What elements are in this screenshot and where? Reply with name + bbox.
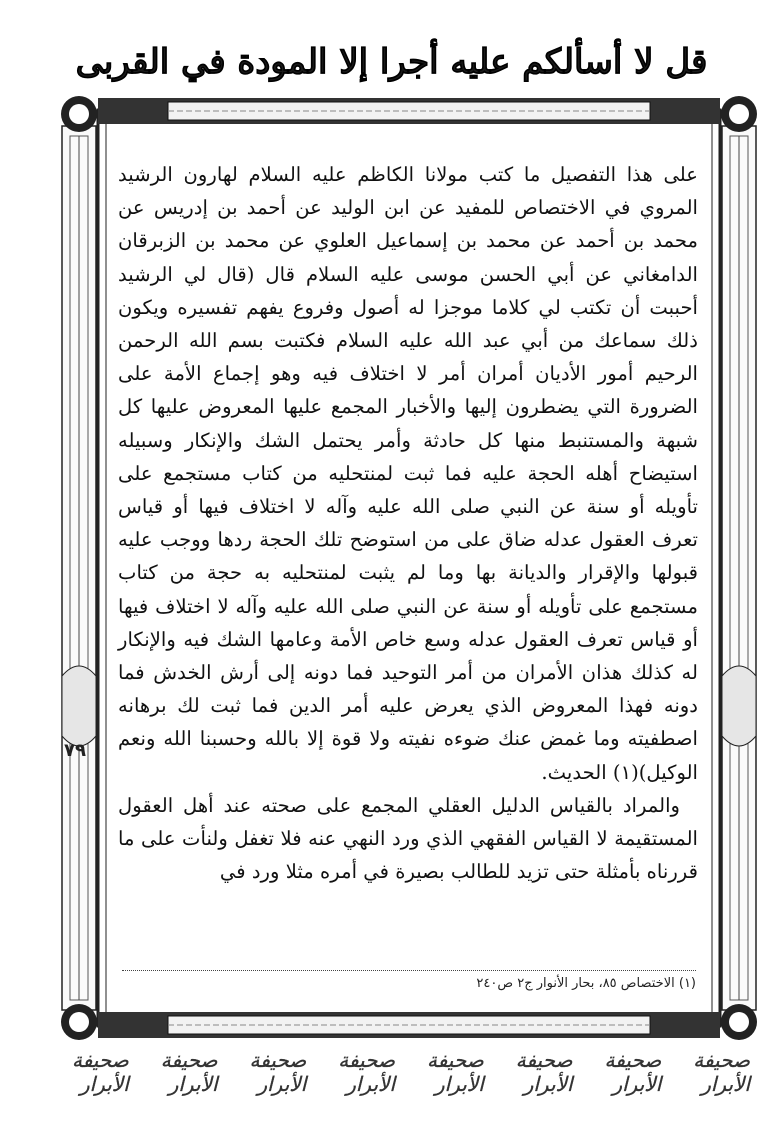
calligraphy-item: صحيفة الأبرار: [604, 1048, 662, 1096]
calligraphy-item: صحيفة الأبرار: [693, 1048, 750, 1096]
paragraph-1: على هذا التفصيل ما كتب مولانا الكاظم عليه السلام لهارون الرشيد المروي في الاختصاص للمفيد عن ابن الوليد عن أحمد بن إدريس عن محمد بن أحمد عن محمد بن إسماعيل العلوي عن محمد بن الزبرقان الدامغاني عن أبي الحسن موسى عليه السلام قال (قال لي الرشيد أحببت أن تكتب لي كلاما موجزا له أصول وفروع يفهم تفسيره ويكون ذلك سماعك من أبي عبد الله عليه السلام فكتبت بسم الله الرحمن الرحيم أمور الأديان أمران أمر لا اختلاف فيه وهو إجماع الأمة على الضرورة التي يضطرون إليها والأخبار المجمع عليها المعروض عليها كل شبهة والمستنبط منها كل حادثة وأمر يحتمل الشك والإنكار وسبيله استيضاح أهله الحجة عليه فما ثبت لمنتحليه من كتاب مستجمع على تأويله أو سنة عن النبي صلى الله عليه وآله لا اختلاف فيها أو قياس تعرف العقول عدله ضاق على من استوضح تلك الحجة ردها ووجب عليه قبولها والإقرار والديانة بها وما لم يثبت لمنتحليه به حجة من كتاب مستجمع على تأويله أو سنة عن النبي صلى الله عليه وآله لا اختلاف فيها أو قياس تعرف العقول عدله وسع خاص الأمة وعامها الشك فيه والإنكار له كذلك هذان الأمران من أمر التوحيد فما دونه إلى أرش الخدش فما دونه فهذا المعروض الذي يعرض عليه أمر الدين فما ثبت لك برهانه اصطفيته وما غمض عنك ضوءه نفيته ولا قوة إلا بالله وحسبنا الله ونعم الوكيل)(١) الحديث.: [118, 163, 698, 784]
body-text: [118, 158, 698, 888]
page-number: ٧٩: [64, 740, 86, 761]
calligraphy-item: صحيفة الأبرار: [426, 1048, 484, 1096]
bottom-calligraphy-band: [40, 1048, 750, 1096]
calligraphy-item: صحيفة الأبرار: [338, 1048, 395, 1096]
header-title: قل لا أسألكم عليه أجرا إلا المودة في القربى: [75, 42, 708, 82]
footnote: (١) الاختصاص ٨٥، بحار الأنوار ج٢ ص٢٤٠: [476, 976, 696, 991]
calligraphy-item: صحيفة الأبرار: [515, 1048, 573, 1096]
calligraphy-item: صحيفة الأبرار: [160, 1048, 218, 1096]
footnote-divider: [122, 970, 696, 971]
calligraphy-item: صحيفة الأبرار: [249, 1048, 307, 1096]
paragraph-2: والمراد بالقياس الدليل العقلي المجمع على صحته عند أهل العقول المستقيمة لا القياس الفقهي الذي ورد النهي عنه فلا تغفل ولنأت على ما قررناه بأمثلة حتى تزيد للطالب بصيرة في أمره مثلا ورد في: [118, 793, 698, 884]
page-header: [0, 32, 783, 92]
calligraphy-item: صحيفة الأبرار: [71, 1048, 129, 1096]
